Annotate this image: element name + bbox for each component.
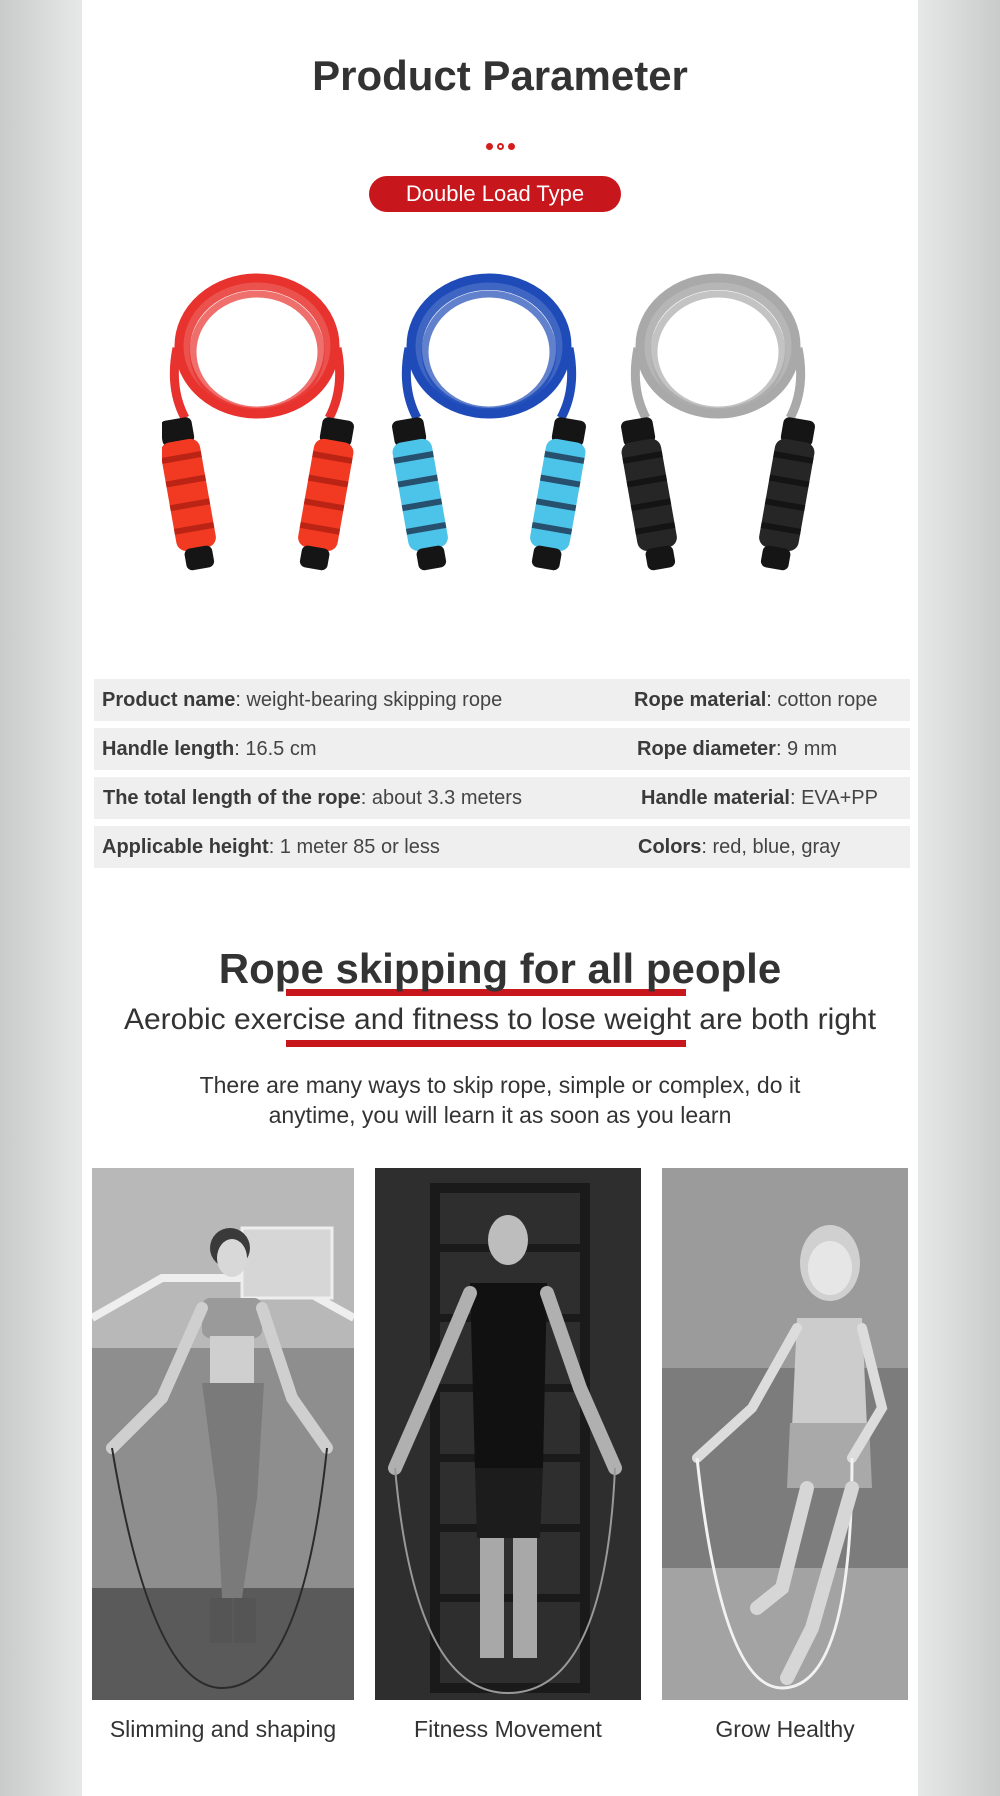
handle-right xyxy=(525,416,591,573)
slogan-section xyxy=(82,945,918,1037)
spec-value: : 16.5 cm xyxy=(234,738,317,760)
handle-left xyxy=(162,416,221,573)
spec-label: Colors xyxy=(638,836,702,858)
caption-grow: Grow Healthy xyxy=(715,1716,855,1742)
spec-label: Product name xyxy=(102,689,236,711)
spec-right xyxy=(641,777,878,819)
dot-icon xyxy=(508,143,515,150)
woman-jumping-rope-photo xyxy=(92,1168,354,1700)
spec-value: : about 3.3 meters xyxy=(360,787,522,809)
caption-slimming: Slimming and shaping xyxy=(109,1716,337,1742)
rope-loop xyxy=(193,294,321,410)
handle-left xyxy=(616,416,682,573)
handle-left xyxy=(387,416,453,573)
product-detail-page xyxy=(82,0,918,1796)
handle-right xyxy=(754,416,820,573)
jump-rope-red xyxy=(162,278,359,572)
spec-left xyxy=(103,777,522,819)
spec-right xyxy=(638,826,840,868)
spec-left xyxy=(102,826,440,868)
spec-value: : 9 mm xyxy=(775,738,838,760)
decorative-dots xyxy=(82,143,918,150)
rope-loop xyxy=(425,294,553,410)
spec-value: : EVA+PP xyxy=(789,787,878,809)
spec-label: Handle material xyxy=(641,787,790,809)
spec-row xyxy=(94,777,910,819)
jump-ropes-product-image xyxy=(162,268,842,608)
spec-label: Rope material xyxy=(634,689,767,711)
girl-jumping-rope-photo xyxy=(662,1168,908,1700)
jump-rope-gray xyxy=(616,278,820,572)
spec-right xyxy=(634,679,877,721)
rope-loop xyxy=(654,294,782,410)
slogan-subtitle: Aerobic exercise and fitness to lose weight are both right xyxy=(123,1003,877,1036)
man-jumping-rope-photo xyxy=(375,1168,641,1700)
man-photo-illustration xyxy=(375,1168,641,1700)
girl-photo-illustration xyxy=(662,1168,908,1700)
spec-label: Rope diameter xyxy=(637,738,776,760)
spec-value: : red, blue, gray xyxy=(701,836,841,858)
slogan-title: Rope skipping for all people xyxy=(218,945,782,992)
spec-label: Applicable height xyxy=(102,836,269,858)
spec-row xyxy=(94,728,910,770)
spec-value: : cotton rope xyxy=(766,689,878,711)
load-type-badge: Double Load Type xyxy=(369,176,621,212)
spec-label: Handle length xyxy=(102,738,235,760)
spec-row xyxy=(94,826,910,868)
handle-right xyxy=(293,416,359,573)
subtitle-underline xyxy=(286,1040,686,1047)
dot-icon xyxy=(486,143,493,150)
spec-left xyxy=(102,679,502,721)
intro-text: There are many ways to skip rope, simple or complex, do it anytime, you will learn it as soon as you learn xyxy=(199,1072,801,1128)
page-title: Product Parameter xyxy=(312,52,688,99)
spec-right xyxy=(637,728,837,770)
spec-value: : weight-bearing skipping rope xyxy=(235,689,503,711)
spec-label: The total length of the rope xyxy=(103,787,361,809)
spec-table xyxy=(94,679,910,875)
woman-photo-illustration xyxy=(92,1168,354,1700)
spec-value: : 1 meter 85 or less xyxy=(268,836,440,858)
caption-fitness: Fitness Movement xyxy=(414,1716,602,1742)
spec-row xyxy=(94,679,910,721)
jump-rope-blue xyxy=(387,278,591,572)
spec-left xyxy=(102,728,317,770)
dot-ring-icon xyxy=(497,143,504,150)
